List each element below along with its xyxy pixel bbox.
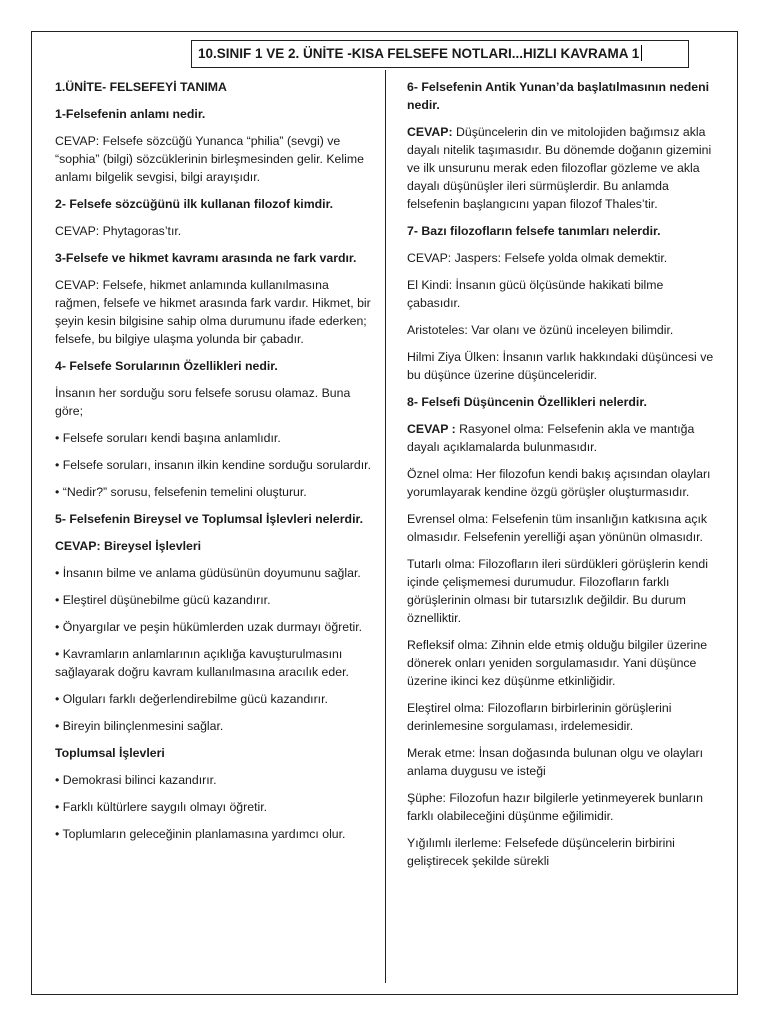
body-paragraph: • Olguları farklı değerlendirebilme gücü kazandırır. [55, 692, 328, 706]
body-paragraph: • Kavramların anlamlarının açıklığa kavuşturulmasını sağlayarak doğru kavram kullanılmasına aracılık eder. [55, 647, 349, 679]
text-cursor [641, 45, 642, 61]
section-heading: 1-Felsefenin anlamı nedir. [55, 107, 206, 121]
body-paragraph: • Felsefe soruları, insanın ilkin kendine sorduğu sorulardır. [55, 458, 371, 472]
body-paragraph: Yığılımlı ilerleme: Felsefede düşüncelerin birbirini geliştirecek şekilde sürekli [407, 836, 675, 868]
right-column [407, 78, 717, 879]
body-paragraph: Hilmi Ziya Ülken: İnsanın varlık hakkındaki düşüncesi ve bu düşünce üzerine düşünceleridir. [407, 350, 714, 382]
body-paragraph: Öznel olma: Her filozofun kendi bakış açısından olayları yorumlayarak kendine özgü görüşler oluşturmasıdır. [407, 467, 711, 499]
title-box[interactable] [191, 40, 689, 68]
body-paragraph: Şüphe: Filozofun hazır bilgilerle yetinmeyerek bunların farklı olabileceğini düşünme eğilimidir. [407, 791, 703, 823]
answer-text: Düşüncelerin din ve mitolojiden bağımsız akla dayalı nitelik taşımasıdır. Bu dönemde doğanın gizemini ve ilk unsurunu merak eden filozoflar gözleme ve akla dayalı düşünüşler ileri sürmüşlerdir. Bu anlamda felsefenin başlangıcını yapan filozof Thales’tir. [407, 125, 712, 211]
answer-label: CEVAP : [407, 422, 456, 436]
body-paragraph: Eleştirel olma: Filozofların birbirlerinin görüşlerini derinlemesine sorgulaması, irdelemesidir. [407, 701, 672, 733]
section-heading: 7- Bazı filozofların felsefe tanımları nelerdir. [407, 224, 661, 238]
body-paragraph: İnsanın her sorduğu soru felsefe sorusu olamaz. Buna göre; [55, 386, 351, 418]
body-paragraph: • Eleştirel düşünebilme gücü kazandırır. [55, 593, 271, 607]
document-title: 10.SINIF 1 VE 2. ÜNİTE -KISA FELSEFE NOTLARI...HIZLI KAVRAMA 1 [198, 46, 640, 61]
answer-text: Rasyonel olma: Felsefenin akla ve mantığa dayalı açıklamalarda bulunmasıdır. [407, 422, 695, 454]
body-paragraph: Merak etme: İnsan doğasında bulunan olgu ve olayları anlama duygusu ve isteği [407, 746, 703, 778]
left-column [55, 78, 373, 852]
section-heading: 6- Felsefenin Antik Yunan’da başlatılmasının nedeni nedir. [407, 80, 710, 112]
section-heading: Toplumsal İşlevleri [55, 746, 165, 760]
body-paragraph: • İnsanın bilme ve anlama güdüsünün doyumunu sağlar. [55, 566, 361, 580]
body-paragraph: • “Nedir?” sorusu, felsefenin temelini oluşturur. [55, 485, 307, 499]
body-paragraph: • Bireyin bilinçlenmesini sağlar. [55, 719, 224, 733]
section-heading: 8- Felsefi Düşüncenin Özellikleri nelerdir. [407, 395, 647, 409]
section-heading: 4- Felsefe Sorularının Özellikleri nedir. [55, 359, 278, 373]
body-paragraph: Refleksif olma: Zihnin elde etmiş olduğu bilgiler üzerine dönerek onları yeniden sorgulamasıdır. Yani düşünce üzerine ikinci kez düşünme etkinliğidir. [407, 638, 708, 688]
section-heading: 5- Felsefenin Bireysel ve Toplumsal İşlevleri nelerdir. [55, 512, 364, 526]
body-paragraph: CEVAP: Felsefe sözcüğü Yunanca “philia” (sevgi) ve “sophia” (bilgi) sözcüklerinin birleşmesinden gelir. Kelime anlamı bilgelik sevgisi, bilgi arayışıdır. [55, 134, 364, 184]
body-paragraph: CEVAP: Jaspers: Felsefe yolda olmak demektir. [407, 251, 668, 265]
body-paragraph: Tutarlı olma: Filozofların ileri sürdükleri görüşlerin kendi içinde çelişmemesi durumudur. Filozofların farklı görüşlerinin olması bir tutarsızlık değildir. Bu durum öznelliktir. [407, 557, 708, 625]
answer-paragraph [407, 123, 717, 213]
body-paragraph: Aristoteles: Var olanı ve özünü inceleyen bilimdir. [407, 323, 674, 337]
answer-label: CEVAP: [407, 125, 453, 139]
section-heading: 3-Felsefe ve hikmet kavramı arasında ne fark vardır. [55, 251, 357, 265]
body-paragraph: • Önyargılar ve peşin hükümlerden uzak durmayı öğretir. [55, 620, 363, 634]
answer-paragraph [407, 420, 717, 456]
body-paragraph: El Kindi: İnsanın gücü ölçüsünde hakikati bilme çabasıdır. [407, 278, 664, 310]
body-paragraph: Evrensel olma: Felsefenin tüm insanlığın katkısına açık olmasıdır. Felsefenin yerelliği aşan yönünün olmasıdır. [407, 512, 708, 544]
column-divider [385, 70, 386, 983]
body-paragraph: • Toplumların geleceğinin planlamasına yardımcı olur. [55, 827, 346, 841]
body-paragraph: CEVAP: Phytagoras’tır. [55, 224, 182, 238]
section-heading: CEVAP: Bireysel İşlevleri [55, 539, 202, 553]
body-paragraph: • Felsefe soruları kendi başına anlamlıdır. [55, 431, 281, 445]
body-paragraph: • Farklı kültürlere saygılı olmayı öğretir. [55, 800, 268, 814]
section-heading: 1.ÜNİTE- FELSEFEYİ TANIMA [55, 80, 227, 94]
section-heading: 2- Felsefe sözcüğünü ilk kullanan filozof kimdir. [55, 197, 334, 211]
body-paragraph: • Demokrasi bilinci kazandırır. [55, 773, 217, 787]
body-paragraph: CEVAP: Felsefe, hikmet anlamında kullanılmasına rağmen, felsefe ve hikmet arasında fark vardır. Hikmet, bir şeyin kesin bilgisine sahip olma durumunu ifade ederken; felsefe, bu bilgiye ulaşma yolunda bir çabadır. [55, 278, 371, 346]
